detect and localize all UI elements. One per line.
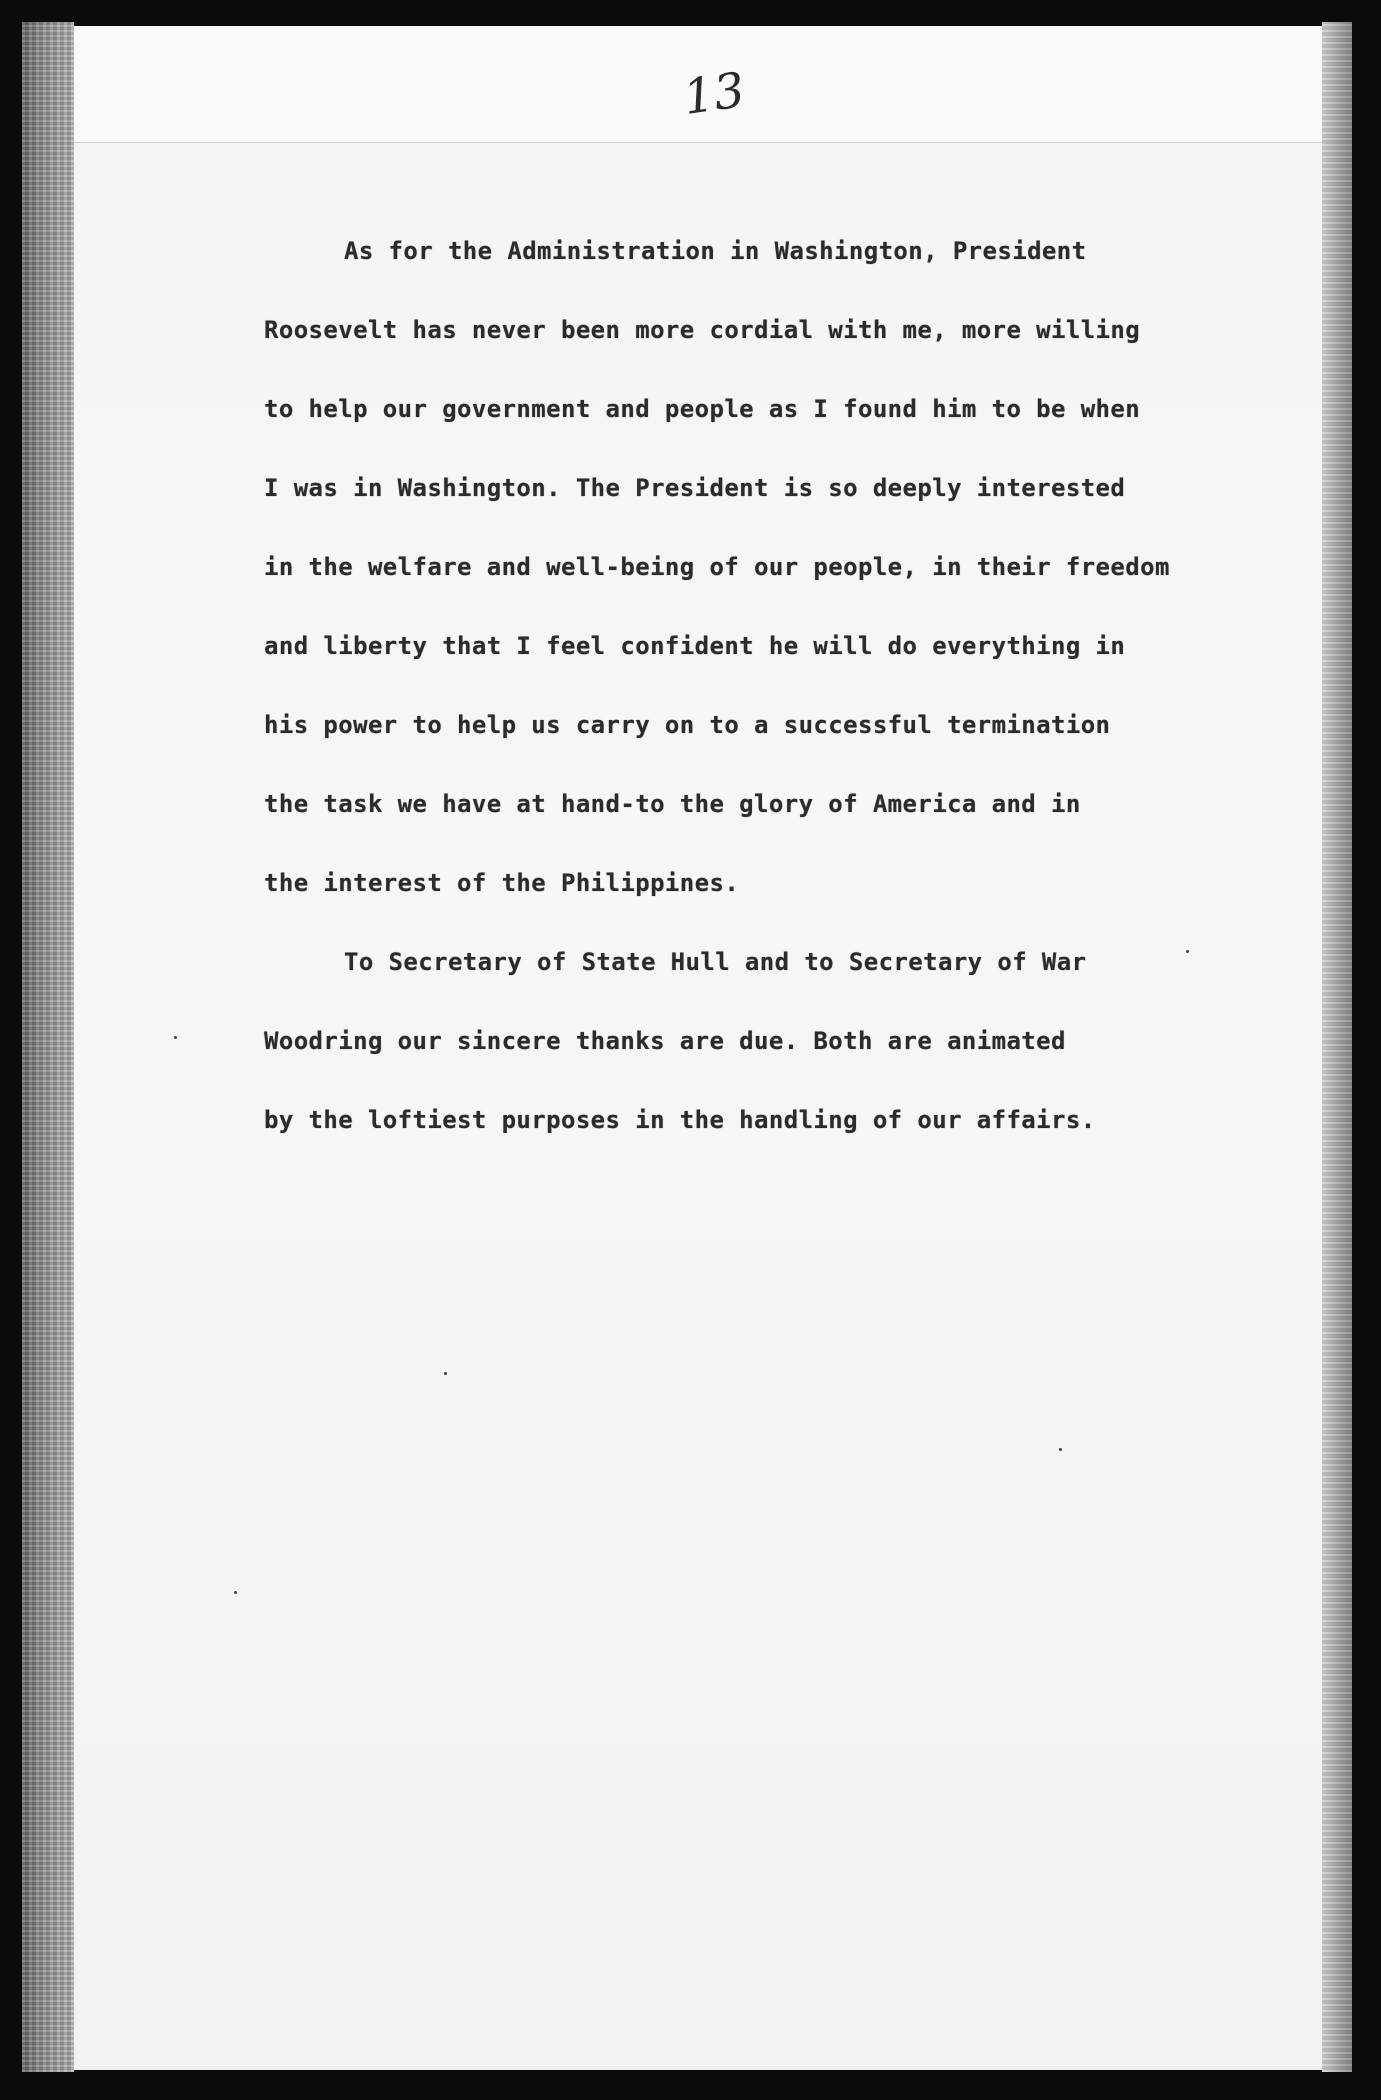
text-line: by the loftiest purposes in the handling of our affairs.	[264, 1106, 1096, 1134]
letter-body	[264, 236, 1324, 1184]
text-line: and liberty that I feel confident he will do everything in	[264, 632, 1126, 660]
text-line: Roosevelt has never been more cordial with me, more willing	[264, 316, 1141, 344]
text-line: to help our government and people as I found him to be when	[264, 395, 1141, 423]
text-line: To Secretary of State Hull and to Secretary of War	[344, 948, 1087, 976]
text-line: the task we have at hand-to the glory of America and in	[264, 790, 1081, 818]
typed-page	[74, 26, 1322, 2070]
dust-speck	[234, 1591, 237, 1594]
dust-speck	[444, 1372, 447, 1375]
dust-speck	[174, 1036, 177, 1039]
text-line: As for the Administration in Washington, President	[344, 237, 1087, 265]
dust-speck	[1186, 950, 1189, 953]
page-header-band	[74, 26, 1322, 143]
text-line: Woodring our sincere thanks are due. Both are animated	[264, 1027, 1066, 1055]
text-line: the interest of the Philippines.	[264, 869, 740, 897]
text-line: in the welfare and well-being of our people, in their freedom	[264, 553, 1170, 581]
handwritten-page-number: 13	[679, 62, 749, 126]
dust-speck	[1059, 1448, 1062, 1451]
text-line: I was in Washington. The President is so deeply interested	[264, 474, 1126, 502]
paragraph	[264, 236, 1324, 947]
text-line: his power to help us carry on to a successful termination	[264, 711, 1111, 739]
paragraph	[264, 947, 1324, 1184]
film-edge-left	[22, 22, 74, 2072]
film-edge-right	[1322, 22, 1352, 2072]
